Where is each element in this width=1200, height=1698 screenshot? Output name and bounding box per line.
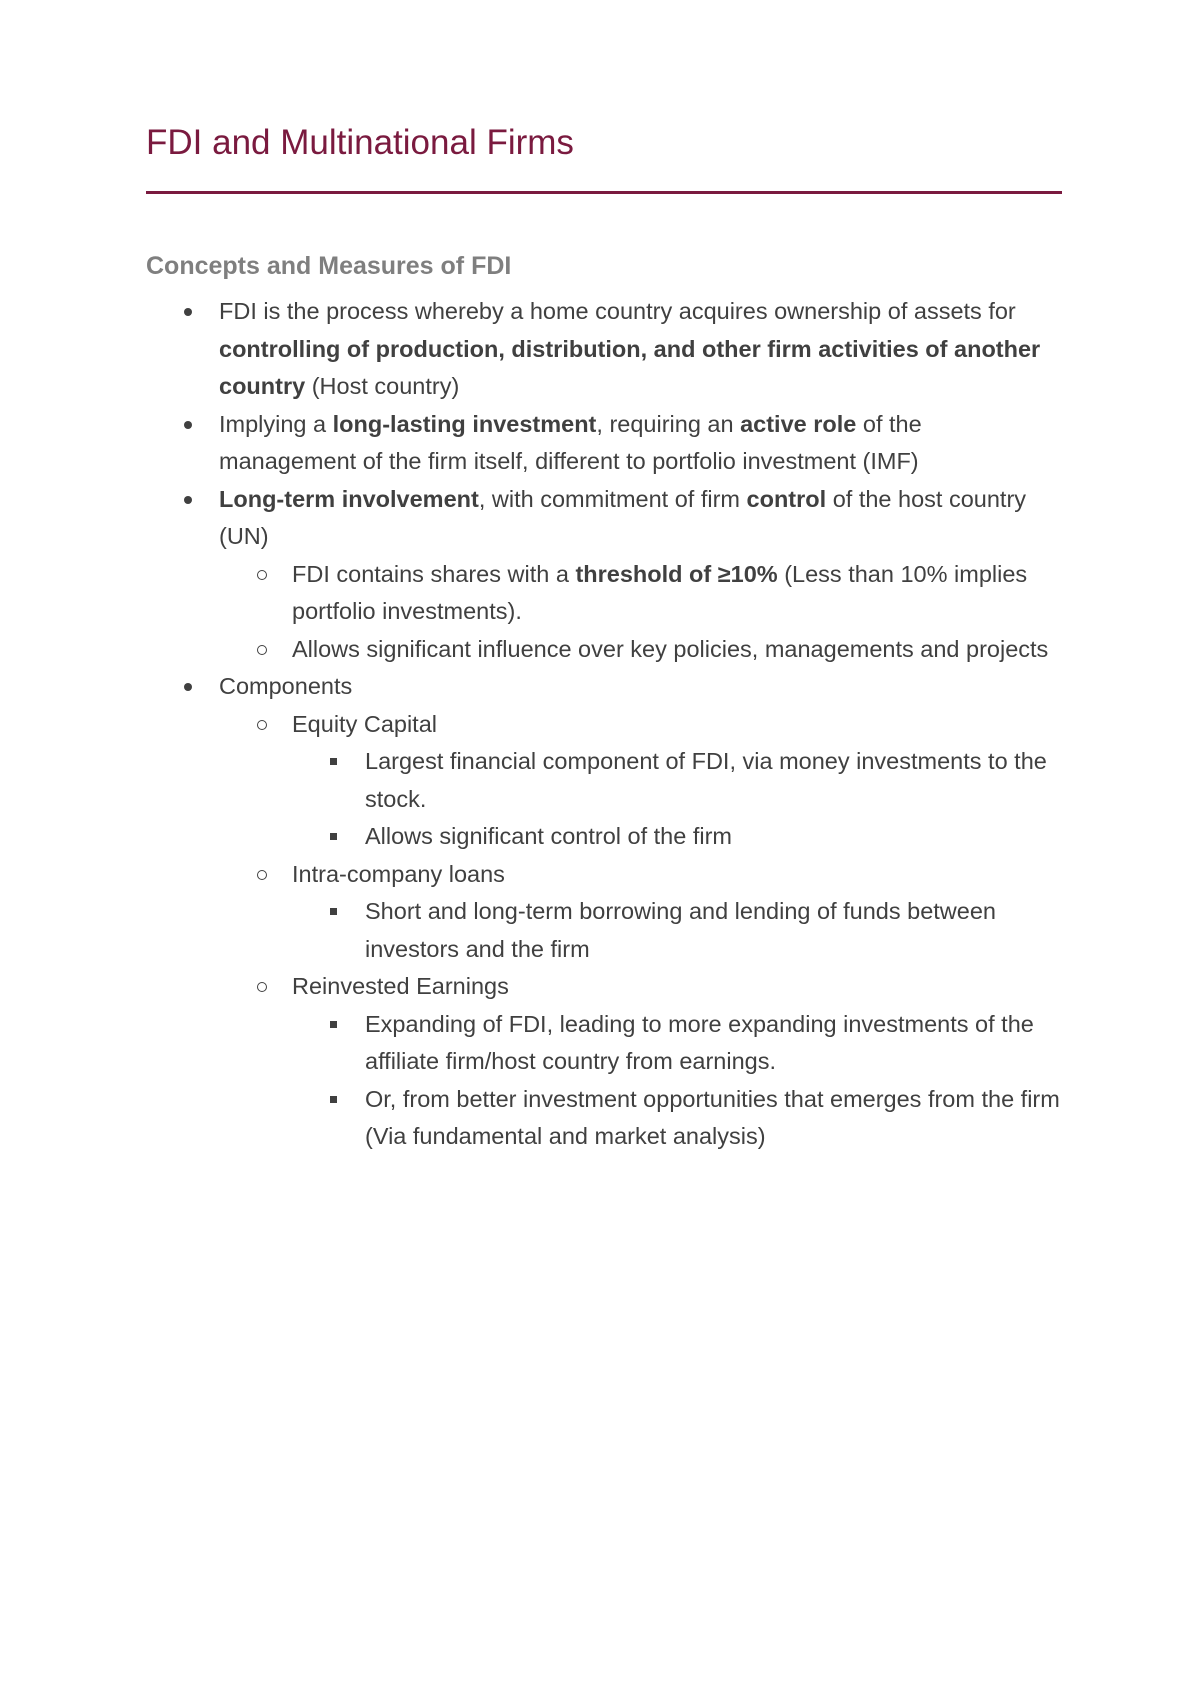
- list-item: [146, 406, 1062, 481]
- list-item-text: (Host country): [305, 373, 460, 399]
- bullet-circle-icon: [257, 645, 267, 655]
- sub-sub-list: [292, 1006, 1062, 1156]
- list-item-bold-text: Long-term involvement: [219, 485, 479, 512]
- sub-list-item-bold-text: threshold of ≥10%: [575, 560, 778, 587]
- sub-list-item-text: Equity Capital: [292, 710, 437, 737]
- sub-sub-list-item-text: Allows significant control of the firm: [365, 823, 733, 849]
- sub-list: [219, 556, 1062, 669]
- bullet-dot-icon: [184, 421, 192, 429]
- sub-list-item: [219, 631, 1062, 669]
- list-item-bold-text: active role: [740, 410, 857, 437]
- bullet-dot-icon: [184, 683, 192, 691]
- sub-sub-list-item: [292, 1081, 1062, 1156]
- sub-sub-list-item: [292, 893, 1062, 968]
- sub-list: [219, 706, 1062, 1156]
- list-item-text: of the management of the firm itself, different to portfolio investment (IMF): [219, 410, 922, 474]
- sub-sub-list-item-text: Largest financial component of FDI, via money investments to the stock.: [365, 748, 1047, 812]
- sub-list-item-text: FDI contains shares with a: [292, 560, 576, 587]
- sub-sub-list: [292, 743, 1062, 856]
- sub-list-item: [219, 968, 1062, 1156]
- list-item: [146, 481, 1062, 669]
- sub-list-item-text: Allows significant influence over key policies, managements and projects: [292, 635, 1049, 662]
- sub-sub-list-item: [292, 743, 1062, 818]
- sub-list-item-text: (Less than 10% implies portfolio investments).: [292, 560, 1028, 624]
- sub-list-item: [219, 556, 1062, 631]
- sub-sub-list: [292, 893, 1062, 968]
- bullet-circle-icon: [257, 570, 267, 580]
- bullet-dot-icon: [184, 496, 192, 504]
- sub-list-item-text: Intra-company loans: [292, 860, 505, 887]
- bullet-square-icon: [330, 833, 337, 840]
- sub-list-item-text: Reinvested Earnings: [292, 973, 509, 999]
- document-title: FDI and Multinational Firms: [146, 123, 574, 162]
- sub-list-item: [219, 856, 1062, 969]
- list-item: [146, 668, 1062, 1156]
- bullet-square-icon: [330, 908, 337, 915]
- bullet-circle-icon: [257, 720, 267, 730]
- bullet-square-icon: [330, 1096, 337, 1103]
- title-divider: [146, 191, 1062, 194]
- sub-sub-list-item-text: Or, from better investment opportunities that emerges from the firm (Via fundamental and market analysis): [365, 1085, 1060, 1149]
- list-item-bold-text: long-lasting investment: [332, 410, 597, 437]
- list-item-text: , requiring an: [596, 410, 741, 437]
- list-item: [146, 293, 1062, 406]
- list-item-bold-text: control: [746, 485, 827, 512]
- list-item-bold-text: controlling of production, distribution, and other firm activities of another country: [219, 335, 1041, 399]
- list-item-text: FDI is the process whereby a home country acquires ownership of assets for: [219, 298, 1016, 324]
- bullet-list: [146, 293, 1062, 1156]
- list-item-text: Components: [219, 673, 353, 699]
- bullet-square-icon: [330, 758, 337, 765]
- bullet-square-icon: [330, 1021, 337, 1028]
- section-heading: Concepts and Measures of FDI: [146, 252, 512, 280]
- list-item-text: Implying a: [219, 410, 333, 437]
- sub-sub-list-item-text: Short and long-term borrowing and lending of funds between investors and the firm: [365, 898, 996, 962]
- list-item-text: of the host country (UN): [219, 485, 1027, 549]
- sub-list-item: [219, 706, 1062, 856]
- sub-sub-list-item: [292, 1006, 1062, 1081]
- sub-sub-list-item: [292, 818, 1062, 856]
- list-item-text: , with commitment of firm: [478, 485, 747, 512]
- sub-sub-list-item-text: Expanding of FDI, leading to more expanding investments of the affiliate firm/host country from earnings.: [365, 1010, 1034, 1074]
- bullet-circle-icon: [257, 870, 267, 880]
- bullet-circle-icon: [257, 982, 267, 992]
- bullet-dot-icon: [184, 308, 192, 316]
- document-page: [146, 118, 1062, 1156]
